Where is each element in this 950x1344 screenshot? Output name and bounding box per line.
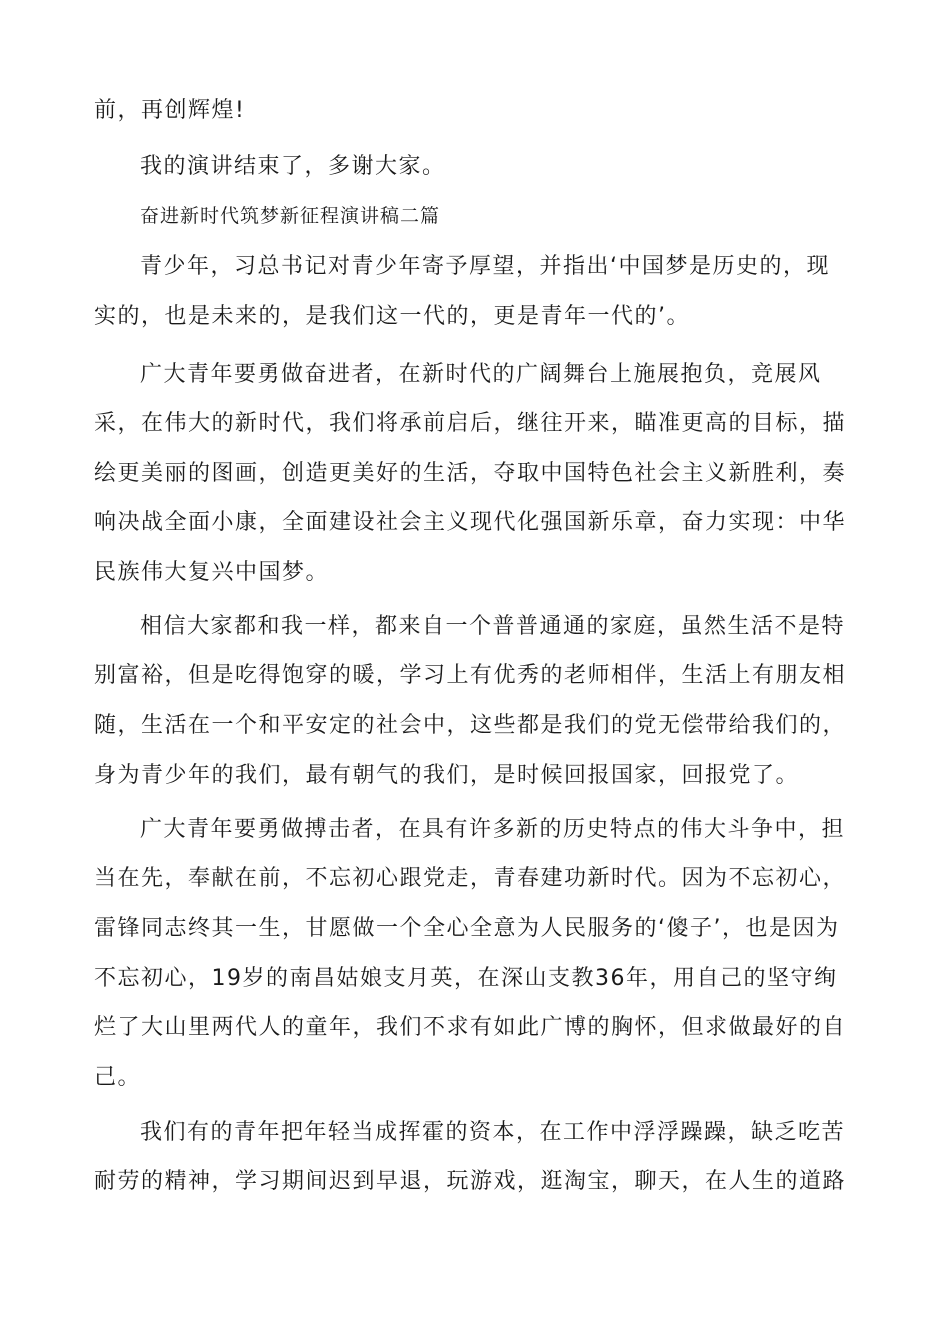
text-line: 雷锋同志终其一生，甘愿做一个全心全意为人民服务的‘傻子’，也是因为 (94, 916, 840, 941)
text-line: 前，再创辉煌! (94, 98, 246, 123)
text-line: 采，在伟大的新时代，我们将承前启后，继往开来，瞄准更高的目标，描 (94, 411, 847, 436)
section-title: 奋进新时代筑梦新征程演讲稿二篇 (140, 205, 441, 227)
text-line: 响决战全面小康，全面建设社会主义现代化强国新乐章，奋力实现：中华 (94, 510, 847, 535)
text-line: 身为青少年的我们，最有朝气的我们，是时候回报国家，回报党了。 (94, 763, 800, 788)
text-line: 广大青年要勇做奋进者，在新时代的广阔舞台上施展抱负，竞展风 (140, 362, 822, 387)
text-line: 烂了大山里两代人的童年，我们不求有如此广博的胸怀，但求做最好的自 (94, 1015, 847, 1040)
text-line: 绘更美丽的图画，创造更美好的生活，夺取中国特色社会主义新胜利，奏 (94, 461, 847, 486)
text-line: 耐劳的精神，学习期间迟到早退，玩游戏，逛淘宝，聊天，在人生的道路 (94, 1169, 847, 1194)
text-line: 不忘初心，19岁的南昌姑娘支月英，在深山支教36年，用自己的坚守绚 (94, 966, 838, 991)
text-line: 青少年，习总书记对青少年寄予厚望，并指出‘中国梦是历史的，现 (140, 254, 830, 279)
text-line: 我的演讲结束了，多谢大家。 (140, 154, 446, 179)
text-line: 相信大家都和我一样，都来自一个普普通通的家庭，虽然生活不是特 (140, 614, 846, 639)
text-line: 民族伟大复兴中国梦。 (94, 560, 330, 585)
text-line: 我们有的青年把年轻当成挥霍的资本，在工作中浮浮躁躁，缺乏吃苦 (140, 1120, 846, 1145)
text-line: 别富裕，但是吃得饱穿的暖，学习上有优秀的老师相伴，生活上有朋友相 (94, 663, 847, 688)
text-line: 当在先，奉献在前，不忘初心跟党走，青春建功新时代。因为不忘初心， (94, 866, 847, 891)
text-line: 己。 (94, 1065, 142, 1090)
text-line: 随，生活在一个和平安定的社会中，这些都是我们的党无偿带给我们的， (94, 713, 847, 738)
text-line: 实的，也是未来的，是我们这一代的，更是青年一代的’。 (94, 304, 690, 329)
text-line: 广大青年要勇做搏击者，在具有许多新的历史特点的伟大斗争中，担 (140, 817, 846, 842)
